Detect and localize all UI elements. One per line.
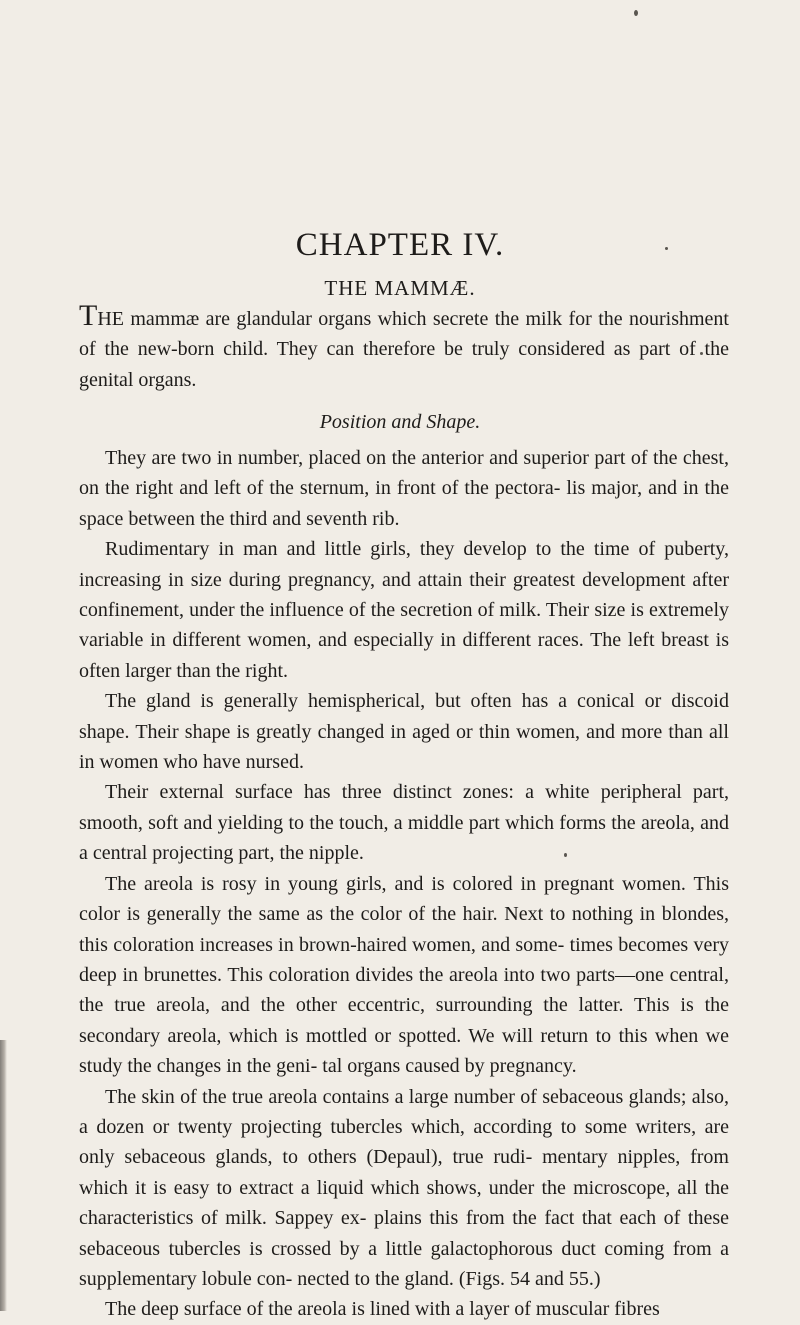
- section-heading: Position and Shape.: [319, 411, 481, 433]
- intro-paragraph: [79, 299, 729, 395]
- paragraph: The gland is generally hemispherical, but often has a conical or discoid shape. Their shape is greatly changed in aged or thin women, and more than all in women who have nursed.: [79, 690, 729, 774]
- ink-speck: [634, 10, 638, 16]
- page-binding-edge: [0, 1040, 7, 1311]
- paragraph: The skin of the true areola contains a large number of sebaceous glands; also, a dozen or twenty projecting tubercles which, according to some writers, are only sebaceous glands, to others (Depaul), true rudi- mentary nipples, from which it is easy to extract a liquid which shows, under the microscope, all the characteristics of milk. Sappey ex- plains this from the fact that each of these sebaceous tubercles is crossed by a little galactophorous duct coming from a supplementary lobule con- nected to the gland. (Figs. 54 and 55.): [79, 1085, 729, 1290]
- paragraph: They are two in number, placed on the anterior and superior part of the chest, on the right and left of the sternum, in front of the pectora- lis major, and in the space between the third and seventh rib.: [79, 447, 729, 530]
- body-text: [79, 443, 729, 1325]
- paragraph: Their external surface has three distinct zones: a white peripheral part, smooth, soft and yielding to the touch, a middle part which forms the areola, and a central projecting part, the nipple.: [79, 781, 729, 865]
- paragraph: The deep surface of the areola is lined with a layer of muscular fibres: [105, 1298, 660, 1321]
- intro-text: HE mammæ are glandular organs which secrete the milk for the nourishment of the new-born child. They can therefore be truly considered as part of the genital organs.: [79, 308, 729, 391]
- paragraph: The areola is rosy in young girls, and is colored in pregnant women. This color is generally the same as the color of the hair. Next to nothing in blondes, this coloration increases in brown-haired women, and some- times becomes very deep in brunettes. This coloration divides the areola into two parts—one central, the true areola, and the other eccentric, surrounding the latter. This is the secondary areola, which is mottled or spotted. We will return to this when we study the changes in the geni- tal organs caused by pregnancy.: [79, 872, 729, 1078]
- chapter-title: CHAPTER IV.: [295, 227, 505, 263]
- drop-cap: T: [79, 299, 98, 332]
- chapter-subtitle: THE MAMMÆ.: [324, 276, 476, 300]
- paragraph: Rudimentary in man and little girls, they develop to the time of puberty, increasing in size during pregnancy, and attain their greatest development after confinement, under the influence of the secretion of milk. Their size is extremely variable in different women, and especially in different races. The left breast is often larger than the right.: [79, 538, 729, 682]
